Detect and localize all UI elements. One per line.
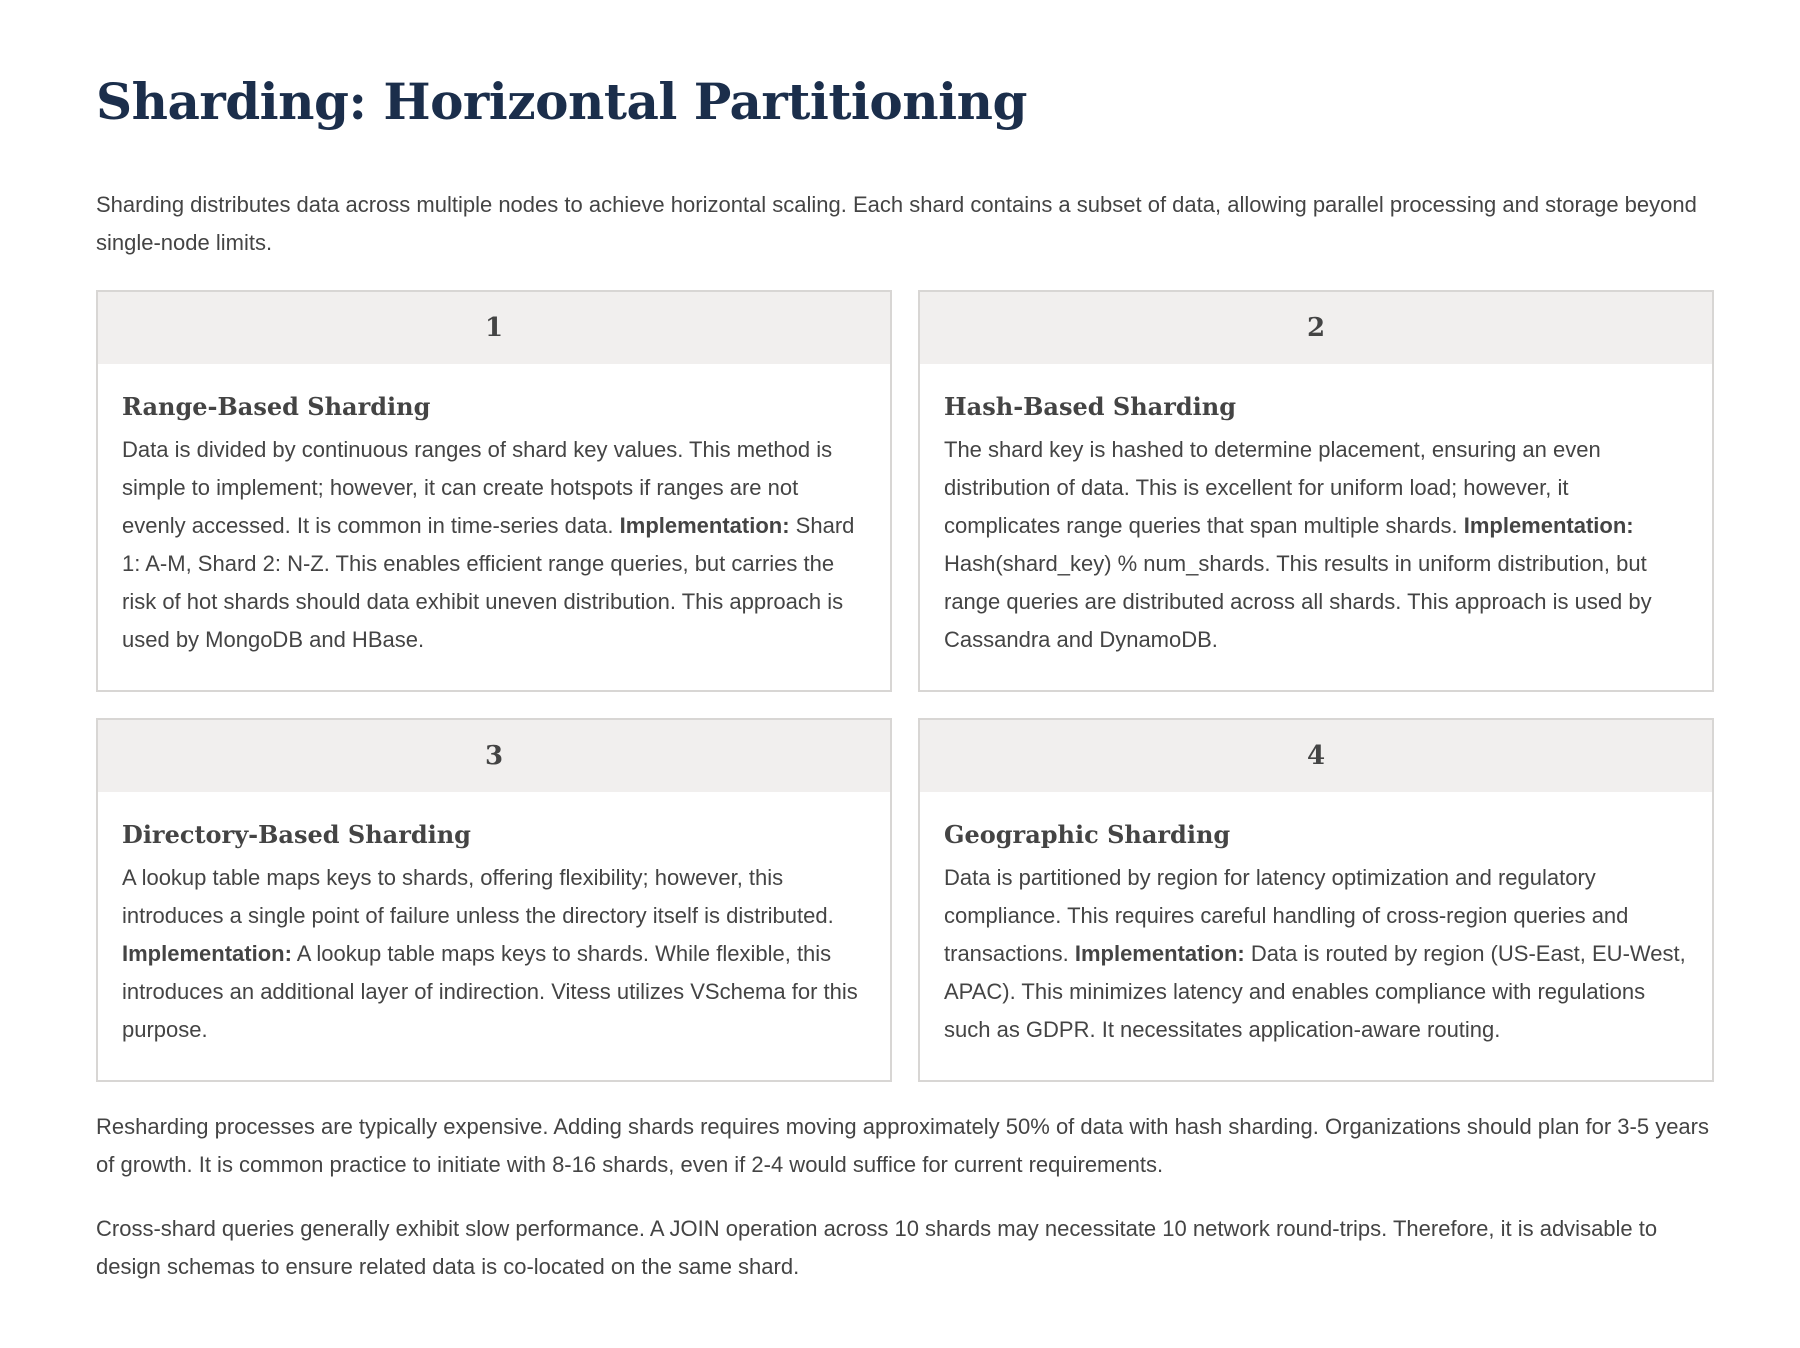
card-text: Data is divided by continuous ranges of shard key values. This method is simple to implement; however, it can create hotspots if ranges are not evenly accessed. It is common in time-series data. Implementation: Shard 1: A-M, Shard 2: N-Z. This enables efficient range queries, but carries the risk of hot shards should data exhibit uneven distribution. This approach is used by MongoDB and HBase. — [122, 437, 855, 652]
card-number: 4 — [920, 720, 1712, 792]
card-number: 2 — [920, 292, 1712, 364]
sharding-strategies-grid — [96, 290, 1714, 1082]
card-title: Geographic Sharding — [944, 820, 1231, 849]
card-number: 1 — [98, 292, 890, 364]
page-title: Sharding: Horizontal Partitioning — [96, 72, 1027, 131]
card-text: The shard key is hashed to determine placement, ensuring an even distribution of data. This is excellent for uniform load; however, it complicates range queries that span multiple shards. Implementation: Hash(shard_key) % num_shards. This results in uniform distribution, but range queries are distributed across all shards. This approach is used by Cassandra and DynamoDB. — [944, 437, 1652, 652]
card-title: Directory-Based Sharding — [122, 820, 471, 849]
resharding-paragraph: Resharding processes are typically expensive. Adding shards requires moving approximately 50% of data with hash sharding. Organizations should plan for 3-5 years of growth. It is common practice to initiate with 8-16 shards, even if 2-4 would suffice for current requirements. — [96, 1114, 1709, 1177]
card-title: Hash-Based Sharding — [944, 392, 1237, 421]
card-text: A lookup table maps keys to shards, offering flexibility; however, this introduces a single point of failure unless the directory itself is distributed. Implementation: A lookup table maps keys to shards. While flexible, this introduces an additional layer of indirection. Vitess utilizes VSchema for this purpose. — [122, 865, 858, 1042]
intro-paragraph: Sharding distributes data across multiple nodes to achieve horizontal scaling. Each shard contains a subset of data, allowing parallel processing and storage beyond single-node limits. — [96, 192, 1697, 255]
card-text: Data is partitioned by region for latency optimization and regulatory compliance. This requires careful handling of cross-region queries and transactions. Implementation: Data is routed by region (US-East, EU-West, APAC). This minimizes latency and enables compliance with regulations such as GDPR. It necessitates application-aware routing. — [944, 865, 1686, 1042]
strategy-card-hash — [918, 290, 1714, 692]
card-number: 3 — [98, 720, 890, 792]
card-title: Range-Based Sharding — [122, 392, 431, 421]
strategy-card-range — [96, 290, 892, 692]
strategy-card-geographic — [918, 718, 1714, 1082]
cross-shard-paragraph: Cross-shard queries generally exhibit slow performance. A JOIN operation across 10 shards may necessitate 10 network round-trips. Therefore, it is advisable to design schemas to ensure related data is co-located on the same shard. — [96, 1216, 1658, 1279]
strategy-card-directory — [96, 718, 892, 1082]
